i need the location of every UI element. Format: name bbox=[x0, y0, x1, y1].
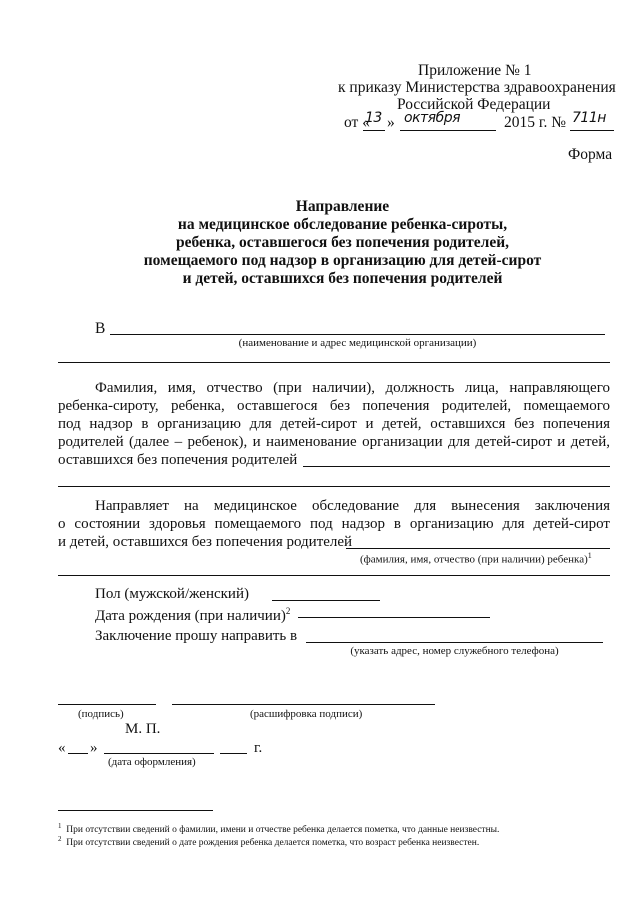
issue-date-open: « bbox=[58, 740, 66, 756]
conclusion-caption: (указать адрес, номер служебного телефона) bbox=[350, 645, 559, 657]
order-number-line bbox=[570, 130, 614, 131]
issue-year-field[interactable] bbox=[220, 753, 247, 754]
order-day-line bbox=[363, 130, 385, 131]
requester-line-3: под надзор в организацию для детей-сирот и детей, оставшихся без попечения bbox=[58, 416, 610, 432]
order-number: 711н bbox=[572, 110, 606, 126]
issue-year-suffix: г. bbox=[254, 740, 263, 756]
signature-field[interactable] bbox=[58, 704, 156, 705]
birth-date-field[interactable] bbox=[298, 617, 490, 618]
requester-line-5: оставшихся без попечения родителей bbox=[58, 452, 298, 468]
requester-line-1: Фамилия, имя, отчество (при наличии), должность лица, направляющего bbox=[95, 380, 610, 396]
title-line-2: на медицинское обследование ребенка-сироты, bbox=[177, 216, 508, 233]
direction-line-2: о состоянии здоровья помещаемого под надзор в организацию для детей-сирот bbox=[58, 516, 610, 532]
order-year: 2015 г. № bbox=[504, 114, 567, 131]
title-line-5: и детей, оставшихся без попечения родителей bbox=[182, 270, 503, 287]
child-name-caption: (фамилия, имя, отчество (при наличии) ребенка)$^1$ bbox=[360, 551, 592, 566]
title-line-4: помещаемого под надзор в организацию для детей-сирот bbox=[143, 252, 542, 269]
recipient-prefix: В bbox=[95, 320, 106, 337]
signature-decode-caption: (расшифровка подписи) bbox=[250, 708, 363, 720]
issue-day-field[interactable] bbox=[68, 753, 88, 754]
title-line-3: ребенка, оставшегося без попечения родителей, bbox=[175, 234, 510, 251]
appendix-number: Приложение № 1 bbox=[418, 62, 532, 79]
recipient-field-2[interactable] bbox=[58, 362, 610, 363]
footnote-separator bbox=[58, 810, 213, 811]
title-line-1: Направление bbox=[295, 198, 390, 215]
footnote-2: $^2$ При отсутствии сведений о дате рождения ребенка делается пометка, что возраст ребенка неизвестен. bbox=[58, 835, 480, 849]
signature-caption: (подпись) bbox=[78, 708, 124, 720]
appendix-ministry: Российской Федерации bbox=[397, 96, 551, 113]
recipient-field[interactable] bbox=[110, 334, 605, 335]
order-month-line bbox=[400, 130, 496, 131]
issue-date-close: » bbox=[90, 740, 98, 756]
conclusion-label: Заключение прошу направить в bbox=[95, 628, 298, 644]
requester-field-2[interactable] bbox=[58, 486, 610, 487]
issue-month-field[interactable] bbox=[104, 753, 214, 754]
order-month: октября bbox=[404, 110, 461, 126]
direction-line-3: и детей, оставшихся без попечения родителей bbox=[58, 534, 353, 550]
requester-field[interactable] bbox=[303, 466, 610, 467]
recipient-caption: (наименование и адрес медицинской организации) bbox=[238, 337, 477, 349]
sex-label: Пол (мужской/женский) bbox=[95, 586, 249, 602]
issue-date-caption: (дата оформления) bbox=[108, 756, 196, 768]
direction-line-1: Направляет на медицинское обследование для вынесения заключения bbox=[95, 498, 610, 514]
requester-line-4: родителей (далее – ребенок), и наименование организации для детей-сирот и детей, bbox=[58, 434, 610, 450]
signature-decode-field[interactable] bbox=[172, 704, 435, 705]
child-name-field-2[interactable] bbox=[58, 575, 610, 576]
order-date-mid: » bbox=[387, 114, 395, 131]
footnote-1: $^1$ При отсутствии сведений о фамилии, имени и отчестве ребенка делается пометка, что данные неизвестны. bbox=[58, 822, 500, 836]
birth-label: Дата рождения (при наличии)$^2$ bbox=[95, 606, 291, 624]
conclusion-address-field[interactable] bbox=[306, 642, 603, 643]
requester-line-2: ребенка-сироту, ребенка, оставшегося без попечения родителей, помещаемого bbox=[58, 398, 610, 414]
appendix-order: к приказу Министерства здравоохранения bbox=[338, 79, 616, 96]
form-label: Форма bbox=[568, 146, 613, 163]
order-day: 13 bbox=[365, 110, 382, 126]
order-date-prefix: от « bbox=[344, 114, 370, 131]
stamp-label: М. П. bbox=[125, 721, 161, 737]
sex-field[interactable] bbox=[272, 600, 380, 601]
